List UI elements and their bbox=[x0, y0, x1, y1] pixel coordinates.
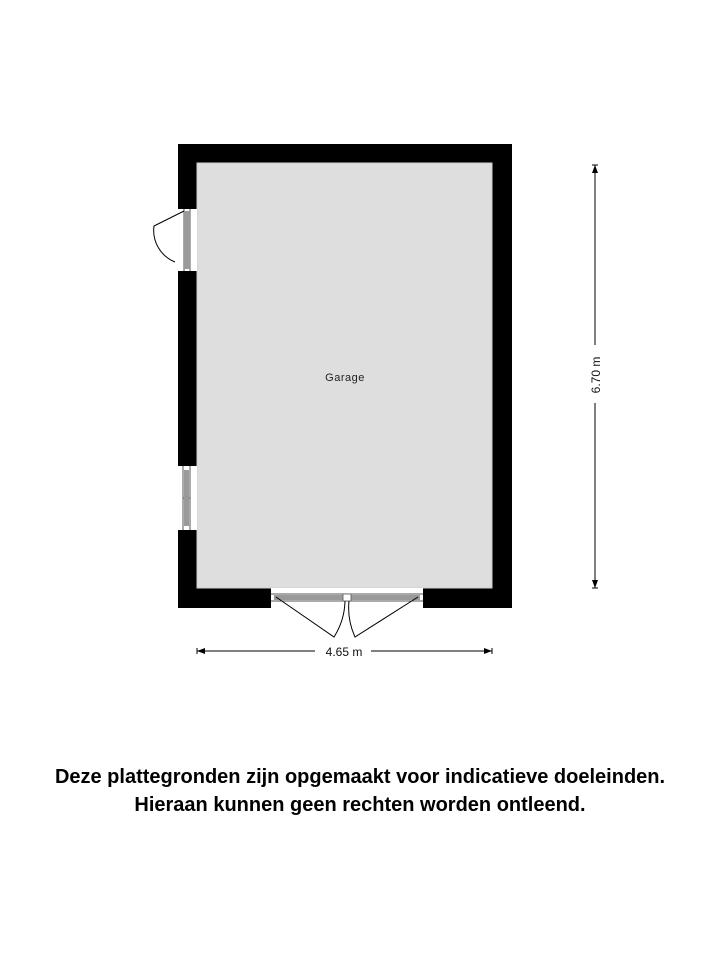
disclaimer-line-2: Hieraan kunnen geen rechten worden ontleend. bbox=[134, 794, 586, 816]
depth-label: 6.70 m bbox=[589, 356, 603, 394]
width-dimension bbox=[197, 642, 492, 660]
disclaimer-line-1: Deze plattegronden zijn opgemaakt voor indicatieve doeleinden. bbox=[54, 766, 666, 788]
width-label: 4.65 m bbox=[325, 645, 363, 659]
double-door bbox=[271, 588, 423, 637]
room-label-garage: Garage bbox=[325, 372, 365, 384]
side-door bbox=[154, 209, 197, 271]
window-icon bbox=[178, 466, 197, 530]
depth-dimension bbox=[586, 165, 604, 588]
